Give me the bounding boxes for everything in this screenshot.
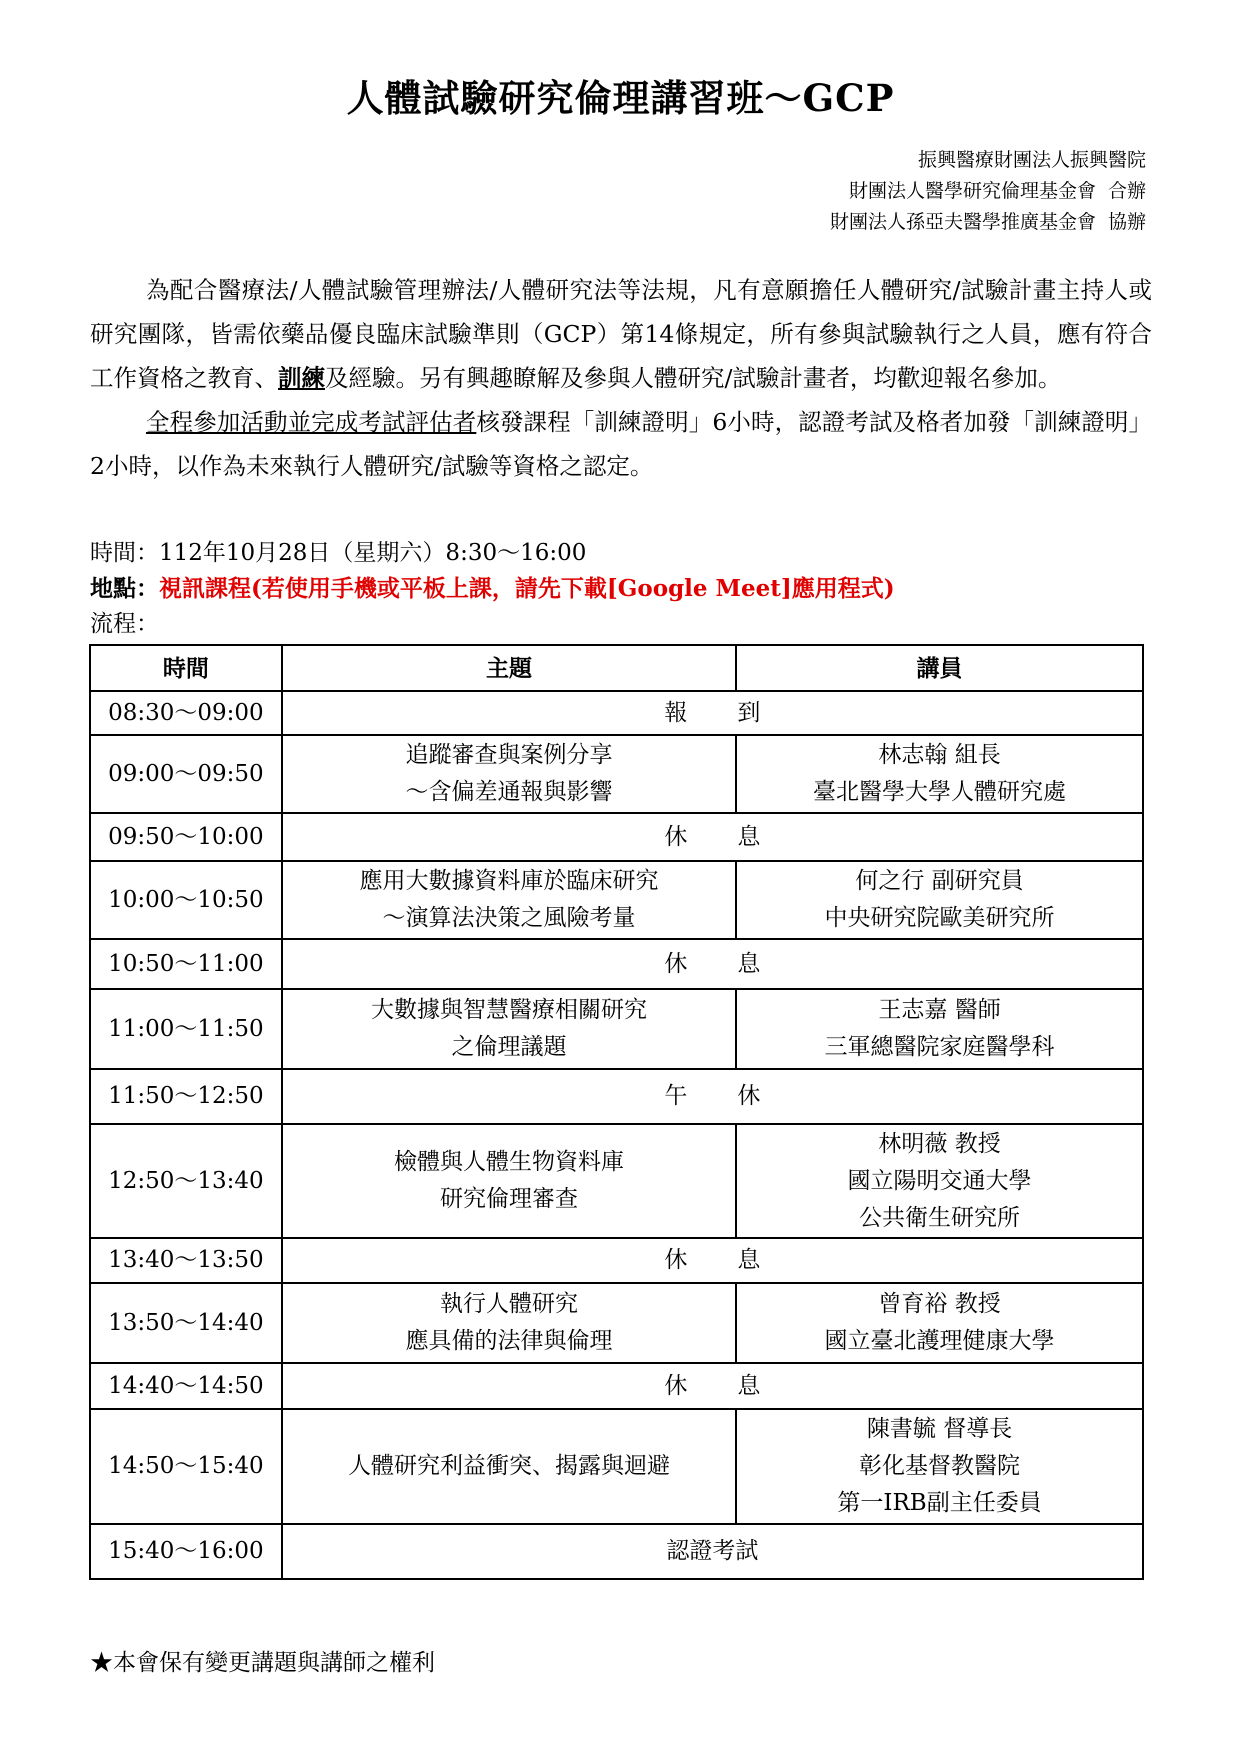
speaker-line: 彰化基督教醫院	[859, 1453, 1021, 1479]
footnote: ★本會保有變更講題與講師之權利	[90, 1650, 435, 1676]
speaker-line: 林明薇 教授	[878, 1130, 1001, 1157]
schedule-table	[89, 644, 1144, 1580]
intro-text-segment: 及經驗。另有興趣瞭解及參與人體研究/試驗計畫者，均歡迎報名參加。	[325, 364, 1062, 392]
intro-text	[90, 268, 1152, 488]
span-text: 休息	[664, 950, 811, 977]
time-cell: 15:40～16:00	[90, 1524, 282, 1579]
intro-paragraph-2	[90, 400, 1152, 488]
time-cell: 09:50～10:00	[90, 813, 282, 861]
table-row	[90, 989, 1143, 1069]
span-text: 休息	[664, 1372, 811, 1399]
span-text: 休息	[664, 823, 811, 850]
intro-underline-segment: 全程參加活動並完成考試評估者	[146, 408, 477, 436]
flow-label: 流程：	[90, 611, 159, 637]
table-row	[90, 691, 1143, 735]
speaker-line: 中央研究院歐美研究所	[824, 905, 1055, 931]
table-row	[90, 939, 1143, 989]
table-row	[90, 1524, 1143, 1579]
time-cell: 11:50～12:50	[90, 1069, 282, 1124]
topic-cell	[282, 1124, 736, 1238]
organizer-role: 合辦	[1107, 180, 1146, 202]
topic-line: 人體研究利益衝突、揭露與迴避	[347, 1453, 670, 1479]
table-row	[90, 1363, 1143, 1409]
topic-line: 執行人體研究	[439, 1291, 578, 1317]
topic-cell	[282, 1409, 736, 1524]
time-cell: 10:00～10:50	[90, 861, 282, 939]
topic-cell	[282, 989, 736, 1069]
topic-cell	[282, 735, 736, 813]
time-cell: 09:00～09:50	[90, 735, 282, 813]
speaker-cell	[736, 1409, 1143, 1524]
topic-line: 追蹤審查與案例分享	[405, 742, 613, 768]
topic-cell	[282, 861, 736, 939]
table-row	[90, 1283, 1143, 1363]
speaker-cell	[736, 1283, 1143, 1363]
speaker-line: 陳書毓 督導長	[866, 1416, 1013, 1442]
time-value: 112年10月28日（星期六）8:30～16:00	[159, 540, 587, 566]
speaker-line: 第一IRB副主任委員	[837, 1490, 1042, 1516]
table-row	[90, 1124, 1143, 1238]
time-cell: 12:50～13:40	[90, 1124, 282, 1238]
organizers	[546, 145, 1146, 238]
span-text: 報到	[664, 699, 811, 726]
intro-text-segment: 核發課程「訓練證明」6小時，認證考試及格者加發「訓練證明」2小時，以作為未來執行人體研究/試驗等資格之認定。	[90, 408, 1153, 480]
time-cell: 14:50～15:40	[90, 1409, 282, 1524]
speaker-line: 曾育裕 教授	[878, 1291, 1001, 1317]
speaker-line: 國立陽明交通大學	[847, 1167, 1032, 1194]
speaker-cell	[736, 861, 1143, 939]
topic-line: 應具備的法律與倫理	[405, 1328, 613, 1354]
span-cell: 認證考試	[282, 1524, 1143, 1579]
span-text: 休息	[664, 1247, 811, 1273]
topic-line: 之倫理議題	[451, 1034, 567, 1060]
span-cell	[282, 1363, 1143, 1409]
header-topic: 主題	[282, 645, 736, 691]
speaker-cell	[736, 735, 1143, 813]
organizer-role: 協辦	[1107, 211, 1146, 233]
organizer-name: 振興醫療財團法人振興醫院	[917, 149, 1146, 171]
time-cell: 14:40～14:50	[90, 1363, 282, 1409]
table-header-row	[90, 645, 1143, 691]
header-speaker: 講員	[736, 645, 1143, 691]
place-value: 視訊課程(若使用手機或平板上課，請先下載[Google Meet]應用程式)	[159, 575, 895, 602]
span-cell	[282, 813, 1143, 861]
speaker-line: 臺北醫學大學人體研究處	[813, 779, 1067, 805]
table-row	[90, 1069, 1143, 1124]
time-cell: 08:30～09:00	[90, 691, 282, 735]
intro-text-segment: 為配合醫療法/人體試驗管理辦法/人體研究法等法規，凡有意願擔任人體研究/試驗計畫主持人或研究團隊，皆需依藥品優良臨床試驗準則（GCP）第14條規定，所有參與試驗執行之人員，應有符合工作資格之教育、	[90, 276, 1152, 392]
span-cell	[282, 939, 1143, 989]
topic-line: 大數據與智慧醫療相關研究	[370, 997, 647, 1023]
topic-line: 檢體與人體生物資料庫	[393, 1149, 624, 1175]
speaker-line: 三軍總醫院家庭醫學科	[824, 1034, 1055, 1060]
table-row	[90, 1238, 1143, 1283]
span-cell	[282, 691, 1143, 735]
header-time: 時間	[90, 645, 282, 691]
speaker-line: 何之行 副研究員	[855, 868, 1024, 894]
topic-line: 應用大數據資料庫於臨床研究	[359, 868, 659, 894]
table-row	[90, 861, 1143, 939]
time-cell: 10:50～11:00	[90, 939, 282, 989]
speaker-cell	[736, 1124, 1143, 1238]
topic-line: 研究倫理審查	[439, 1186, 578, 1212]
topic-line: ～含偏差通報與影響	[405, 779, 613, 805]
event-place	[90, 571, 1152, 607]
table-row	[90, 813, 1143, 861]
speaker-line: 公共衛生研究所	[859, 1204, 1021, 1231]
span-cell	[282, 1069, 1143, 1124]
organizer-name: 財團法人孫亞夫醫學推廣基金會	[829, 211, 1096, 233]
page-title: 人體試驗研究倫理講習班～GCP	[346, 76, 895, 120]
span-cell	[282, 1238, 1143, 1283]
time-cell: 11:00～11:50	[90, 989, 282, 1069]
topic-line: ～演算法決策之風險考量	[382, 905, 636, 931]
intro-bold-segment: 訓練	[278, 364, 325, 392]
organizer-line	[546, 176, 1146, 207]
time-cell: 13:40～13:50	[90, 1238, 282, 1283]
intro-paragraph-1	[90, 268, 1152, 400]
speaker-line: 王志嘉 醫師	[878, 997, 1001, 1023]
time-cell: 13:50～14:40	[90, 1283, 282, 1363]
organizer-line	[546, 207, 1146, 238]
time-label: 時間：	[90, 540, 159, 566]
span-text: 午休	[664, 1083, 811, 1109]
speaker-line: 國立臺北護理健康大學	[824, 1328, 1055, 1354]
event-time	[90, 536, 1152, 571]
organizer-line	[546, 145, 1146, 176]
event-meta	[90, 536, 1152, 642]
table-row	[90, 735, 1143, 813]
speaker-line: 林志翰 組長	[878, 742, 1001, 768]
topic-cell	[282, 1283, 736, 1363]
table-row	[90, 1409, 1143, 1524]
speaker-cell	[736, 989, 1143, 1069]
organizer-name: 財團法人醫學研究倫理基金會	[848, 180, 1096, 202]
place-label: 地點：	[90, 575, 159, 602]
